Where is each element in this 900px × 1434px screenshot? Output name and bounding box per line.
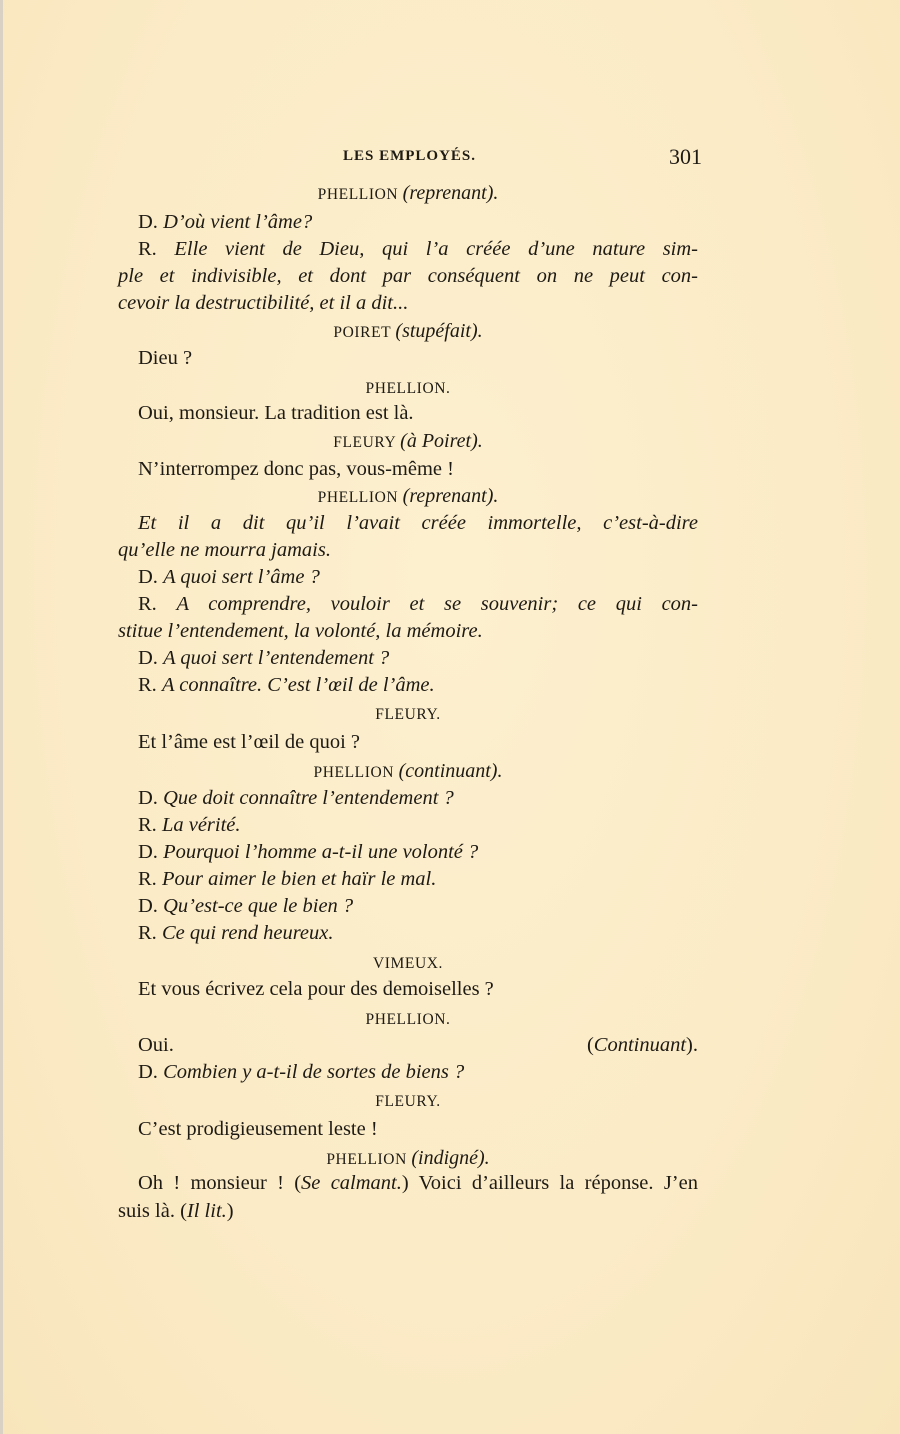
stage-direction: (reprenant). (402, 485, 499, 507)
dialogue-line (118, 1032, 698, 1059)
speaker-heading (118, 375, 698, 402)
qa-label: R. (138, 922, 157, 944)
catechism-line (118, 672, 698, 699)
speaker-heading (118, 318, 698, 346)
continuation-line (118, 290, 698, 317)
qa-label: D. (138, 647, 158, 669)
dialogue-line (118, 729, 698, 756)
continuation-line (118, 263, 698, 290)
scan-edge (0, 0, 3, 1434)
speaker-name: PHELLION (326, 1151, 407, 1168)
speaker-name: FLEURY (333, 434, 396, 451)
qa-label: R. (138, 868, 157, 890)
stage-direction: Se calmant. (301, 1172, 402, 1194)
qa-text: A connaître. C’est l’œil de l’âme. (161, 674, 435, 696)
dialogue-line (118, 510, 698, 537)
continuation-line (118, 618, 698, 645)
line-text: cevoir la destructibilité, et il a dit... (118, 292, 409, 314)
speaker-name: FLEURY. (375, 706, 441, 723)
running-title: LES EMPLOYÉS. (343, 148, 477, 164)
line-text: Oui. ( (138, 1034, 594, 1056)
qa-text: A quoi sert l’entendement ? (163, 647, 390, 669)
qa-label: R. (138, 238, 157, 260)
speaker-heading (118, 758, 698, 786)
speaker-heading (118, 1145, 698, 1173)
line-text: Et vous écrivez cela pour des demoiselles ? (138, 978, 494, 1000)
catechism-line (118, 812, 698, 839)
speaker-name: PHELLION (317, 186, 399, 203)
qa-label: D. (138, 1061, 158, 1083)
qa-label: R. (138, 814, 157, 836)
stage-direction: Continuant (593, 1034, 687, 1056)
line-text: stitue l’entendement, la volonté, la mémoire. (118, 620, 483, 642)
qa-text: Pour aimer le bien et haïr le mal. (161, 868, 437, 890)
speaker-name: POIRET (333, 324, 391, 341)
catechism-line (118, 785, 698, 812)
qa-label: D. (138, 787, 158, 809)
speaker-name: PHELLION (313, 764, 395, 781)
speaker-name: PHELLION. (365, 380, 451, 397)
speaker-heading (118, 483, 698, 511)
qa-text: Ce qui rend heureux. (161, 922, 334, 944)
qa-label: D. (138, 895, 158, 917)
speaker-name: PHELLION (317, 489, 399, 506)
qa-text: Combien y a-t-il de sortes de biens ? (163, 1061, 465, 1083)
page-number: 301 (669, 144, 702, 169)
dialogue-line (118, 345, 698, 372)
dialogue-line (118, 456, 698, 483)
catechism-line (118, 645, 698, 672)
dialogue-line (118, 976, 698, 1003)
qa-text: Que doit connaître l’entendement ? (163, 787, 454, 809)
running-head (118, 144, 702, 172)
catechism-line (118, 866, 698, 893)
qa-label: D. (138, 566, 158, 588)
speaker-name: FLEURY. (375, 1093, 441, 1110)
continuation-line (118, 537, 698, 564)
qa-text: La vérité. (161, 814, 241, 836)
line-text: Et il a dit qu’il l’avait créée immortelle, c’est-à-dire (138, 512, 698, 534)
catechism-line (118, 564, 698, 591)
qa-text: Elle vient de Dieu, qui l’a créée d’une nature sim- (174, 238, 698, 260)
line-text: ple et indivisible, et dont par conséquent on ne peut con- (118, 265, 698, 287)
qa-label: D. (138, 841, 158, 863)
catechism-line (118, 236, 698, 263)
stage-direction: Il lit. (186, 1200, 227, 1222)
dialogue-line (118, 1116, 698, 1143)
qa-text: D’où vient l’âme? (163, 211, 313, 233)
line-text: N’interrompez donc pas, vous-même ! (138, 458, 454, 480)
qa-text: Qu’est-ce que le bien ? (163, 895, 354, 917)
catechism-line (118, 839, 698, 866)
speaker-heading (118, 1006, 698, 1033)
dialogue-line (118, 1170, 698, 1197)
stage-direction: (indigné). (411, 1147, 490, 1169)
stage-direction: (continuant). (398, 760, 503, 782)
qa-label: R. (138, 674, 157, 696)
line-text: Oui, monsieur. La tradition est là. (138, 402, 414, 424)
catechism-line (118, 591, 698, 618)
dialogue-line (118, 1198, 698, 1225)
speaker-heading (118, 180, 698, 208)
catechism-line (118, 893, 698, 920)
line-text: ) (226, 1200, 234, 1222)
qa-label: D. (138, 211, 158, 233)
line-text: Dieu ? (138, 347, 193, 369)
line-text: suis là. ( (118, 1200, 187, 1222)
catechism-line (118, 209, 698, 236)
speaker-heading (118, 701, 698, 728)
speaker-name: PHELLION. (365, 1011, 451, 1028)
catechism-line (118, 920, 698, 947)
line-text: Et l’âme est l’œil de quoi ? (138, 731, 361, 753)
line-text: qu’elle ne mourra jamais. (118, 539, 331, 561)
qa-text: A quoi sert l’âme ? (163, 566, 320, 588)
speaker-heading (118, 1088, 698, 1115)
catechism-line (118, 1059, 698, 1086)
line-text: Oh ! monsieur ! ( (138, 1172, 302, 1194)
line-text: ) Voici d’ailleurs la réponse. J’en (401, 1172, 698, 1194)
speaker-heading (118, 950, 698, 977)
stage-direction: (stupéfait). (395, 320, 483, 342)
line-text: ). (686, 1034, 698, 1056)
dialogue-line (118, 400, 698, 427)
line-text: C’est prodigieusement leste ! (138, 1118, 378, 1140)
stage-direction: (reprenant). (402, 182, 499, 204)
qa-text: A comprendre, vouloir et se souvenir; ce qui con- (176, 593, 698, 615)
stage-direction: (à Poiret). (400, 430, 483, 452)
speaker-heading (118, 428, 698, 456)
qa-label: R. (138, 593, 157, 615)
qa-text: Pourquoi l’homme a-t-il une volonté ? (163, 841, 479, 863)
speaker-name: VIMEUX. (372, 955, 444, 972)
